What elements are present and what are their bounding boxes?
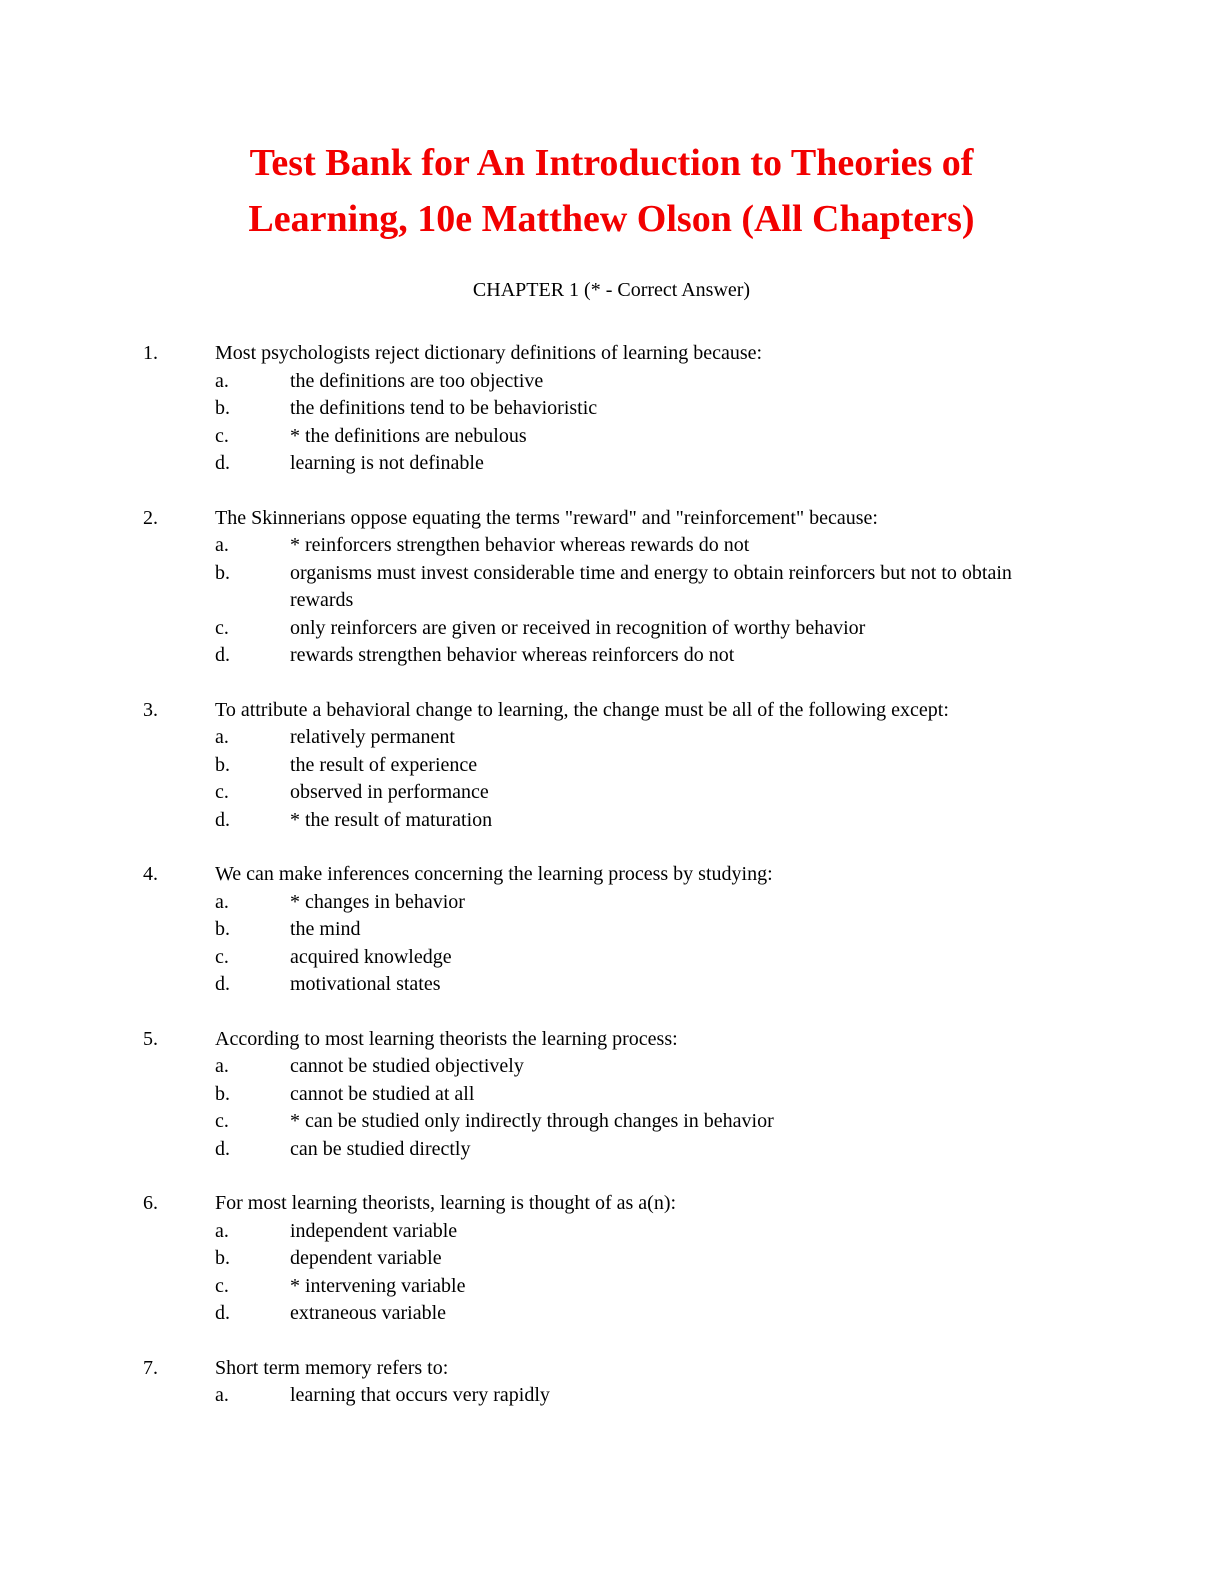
question-5 <box>143 1026 1080 1164</box>
question-list <box>143 340 1080 1410</box>
answer-option <box>215 807 1080 835</box>
option-text: can be studied directly <box>290 1137 471 1160</box>
option-text: the definitions tend to be behavioristic <box>290 397 598 420</box>
option-text: only reinforcers are given or received in recognition of worthy behavior <box>290 616 866 639</box>
answer-option <box>215 423 1080 451</box>
answer-option <box>215 1273 1080 1301</box>
option-letter: b. <box>215 1247 230 1270</box>
question-text: Most psychologists reject dictionary definitions of learning because: <box>215 342 763 365</box>
question-6 <box>143 1190 1080 1328</box>
chapter-heading: CHAPTER 1 (* - Correct Answer) <box>472 279 751 302</box>
document-title-line-2: Learning, 10e Matthew Olson (All Chapters) <box>248 198 975 241</box>
option-text: * intervening variable <box>290 1274 466 1297</box>
option-letter: d. <box>215 973 230 996</box>
option-letter: c. <box>215 1274 229 1297</box>
option-text: cannot be studied at all <box>290 1082 475 1105</box>
answer-option <box>215 1136 1080 1164</box>
option-letter: d. <box>215 1137 230 1160</box>
question-body <box>215 1355 1080 1410</box>
answer-option <box>215 1218 1080 1246</box>
question-body <box>215 1026 1080 1164</box>
option-text: learning that occurs very rapidly <box>290 1384 550 1407</box>
option-text: * can be studied only indirectly through changes in behavior <box>290 1110 774 1133</box>
option-letter: a. <box>215 1219 229 1242</box>
option-letter: b. <box>215 918 230 941</box>
option-letter: c. <box>215 945 229 968</box>
answer-option <box>215 1053 1080 1081</box>
option-text: acquired knowledge <box>290 945 452 968</box>
question-number: 7. <box>143 1356 158 1379</box>
question-text: We can make inferences concerning the learning process by studying: <box>215 863 773 886</box>
question-body <box>215 861 1080 999</box>
question-1 <box>143 340 1080 478</box>
option-text: dependent variable <box>290 1247 442 1270</box>
question-body <box>215 1190 1080 1328</box>
question-7 <box>143 1355 1080 1410</box>
question-number: 2. <box>143 506 158 529</box>
answer-option <box>215 450 1080 478</box>
option-letter: b. <box>215 561 230 584</box>
question-3 <box>143 697 1080 835</box>
option-letter: d. <box>215 808 230 831</box>
option-text: the definitions are too objective <box>290 369 544 392</box>
question-body <box>215 697 1080 835</box>
answer-option <box>215 889 1080 917</box>
answer-option <box>215 724 1080 752</box>
option-letter: d. <box>215 452 230 475</box>
answer-option <box>215 1300 1080 1328</box>
answer-option <box>215 1382 1080 1410</box>
option-text: relatively permanent <box>290 726 455 749</box>
option-text: * reinforcers strengthen behavior whereas rewards do not <box>290 534 750 557</box>
option-text: * the result of maturation <box>290 808 493 831</box>
answer-option <box>215 971 1080 999</box>
answer-option <box>215 560 1080 615</box>
option-text: independent variable <box>290 1219 458 1242</box>
question-text: For most learning theorists, learning is thought of as a(n): <box>215 1192 677 1215</box>
answer-option <box>215 944 1080 972</box>
option-text: rewards strengthen behavior whereas reinforcers do not <box>290 644 735 667</box>
question-number: 5. <box>143 1027 158 1050</box>
option-text: the result of experience <box>290 753 478 776</box>
answer-option <box>215 532 1080 560</box>
option-letter: a. <box>215 890 229 913</box>
answer-option <box>215 1245 1080 1273</box>
option-text: learning is not definable <box>290 452 484 475</box>
question-number: 1. <box>143 342 158 365</box>
option-letter: b. <box>215 397 230 420</box>
question-number: 3. <box>143 698 158 721</box>
answer-option <box>215 1108 1080 1136</box>
question-text: To attribute a behavioral change to learning, the change must be all of the following except: <box>215 698 949 721</box>
option-text: * changes in behavior <box>290 890 465 913</box>
option-letter: c. <box>215 616 229 639</box>
option-letter: a. <box>215 726 229 749</box>
option-text: the mind <box>290 918 361 941</box>
answer-option <box>215 368 1080 396</box>
option-text: extraneous variable <box>290 1302 447 1325</box>
option-letter: b. <box>215 1082 230 1105</box>
option-letter: b. <box>215 753 230 776</box>
answer-option <box>215 779 1080 807</box>
option-text: cannot be studied objectively <box>290 1055 524 1078</box>
answer-option <box>215 1081 1080 1109</box>
answer-option <box>215 642 1080 670</box>
question-text: According to most learning theorists the learning process: <box>215 1027 678 1050</box>
option-letter: a. <box>215 369 229 392</box>
question-body <box>215 505 1080 670</box>
answer-option <box>215 615 1080 643</box>
question-text: Short term memory refers to: <box>215 1356 449 1379</box>
answer-option <box>215 916 1080 944</box>
answer-option <box>215 395 1080 423</box>
option-letter: a. <box>215 1055 229 1078</box>
document-title <box>143 135 1080 247</box>
option-letter: d. <box>215 1302 230 1325</box>
option-text: observed in performance <box>290 781 489 804</box>
question-2 <box>143 505 1080 670</box>
document-title-line-1: Test Bank for An Introduction to Theories of <box>249 142 974 184</box>
option-text: organisms must invest considerable time and energy to obtain reinforcers but not to obtain rewards <box>290 561 1012 612</box>
option-letter: a. <box>215 1384 229 1407</box>
option-letter: c. <box>215 781 229 804</box>
question-4 <box>143 861 1080 999</box>
question-number: 6. <box>143 1192 158 1215</box>
option-letter: d. <box>215 644 230 667</box>
option-letter: c. <box>215 424 229 447</box>
option-letter: c. <box>215 1110 229 1133</box>
option-text: motivational states <box>290 973 441 996</box>
answer-option <box>215 752 1080 780</box>
question-number: 4. <box>143 863 158 886</box>
option-text: * the definitions are nebulous <box>290 424 527 447</box>
question-body <box>215 340 1080 478</box>
option-letter: a. <box>215 534 229 557</box>
question-text: The Skinnerians oppose equating the terms "reward" and "reinforcement" because: <box>215 506 878 529</box>
